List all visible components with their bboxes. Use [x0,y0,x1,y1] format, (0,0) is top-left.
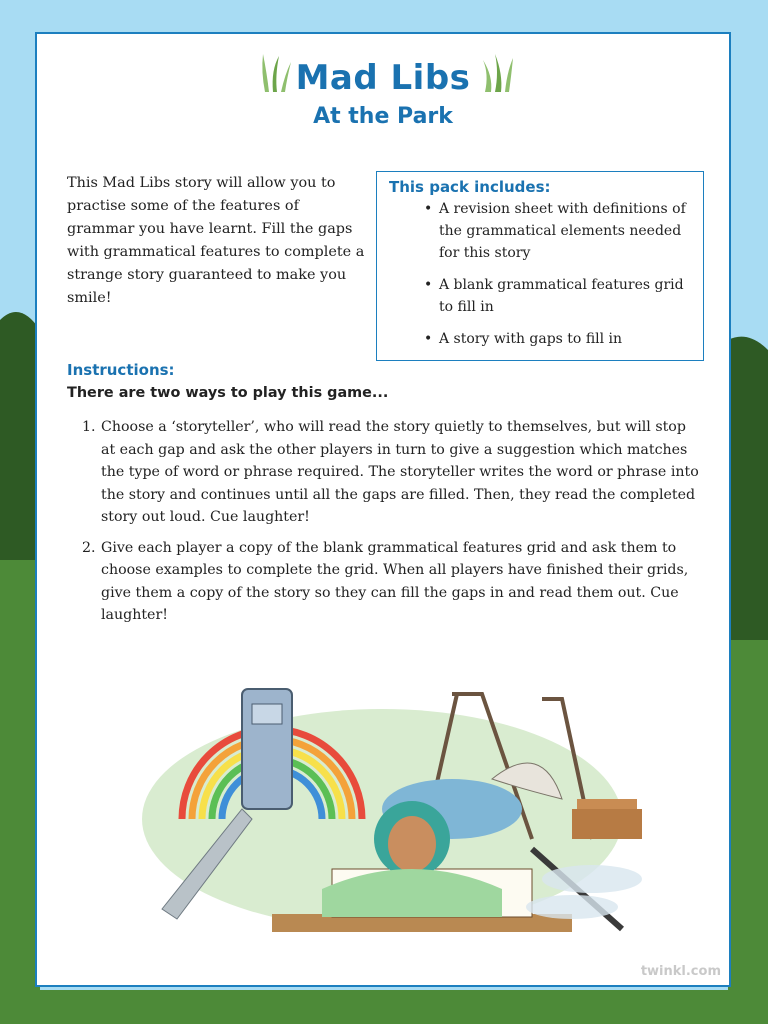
intro-paragraph: This Mad Libs story will allow you to practise some of the features of grammar you have learnt. Fill the gaps with grammatical features to complete a strange story guaranteed to make you smile! [67,175,365,306]
pack-item: • A story with gaps to fill in [439,328,691,350]
pack-item: • A blank grammatical features grid to fill in [439,274,691,318]
content-card [35,32,731,987]
page-subtitle: At the Park [313,104,453,129]
pack-includes-box [376,171,704,361]
pack-list [389,198,691,350]
brand-watermark: twinkl.com [640,964,721,979]
title-row [37,58,729,98]
instruction-step: 2. Give each player a copy of the blank grammatical features grid and ask them to choose examples to complete the grid. When all players have finished their grids, give them a copy of the story so they can fill the gaps in and read them out. Cue laughter! [100,537,700,627]
pack-heading: This pack includes: [389,178,551,196]
grass-tuft-icon [481,52,515,94]
page-title: Mad Libs [295,58,471,98]
pack-item: • A revision sheet with definitions of the grammatical elements needed for this story [439,198,691,264]
instructions-heading: Instructions: [67,361,175,379]
instructions-list [67,416,700,635]
instruction-step: 1. Choose a ‘storyteller’, who will read the story quietly to themselves, but will stop at each gap and ask the other players in turn to give a suggestion which matches the type of word or phrase required. The storyteller writes the word or phrase into the story and continues until all the gaps are filled. Then, they read the completed story out loud. Cue laughter! [100,416,700,529]
park-scene-illustration [122,649,642,949]
instructions-subheading: There are two ways to play this game... [67,385,389,401]
